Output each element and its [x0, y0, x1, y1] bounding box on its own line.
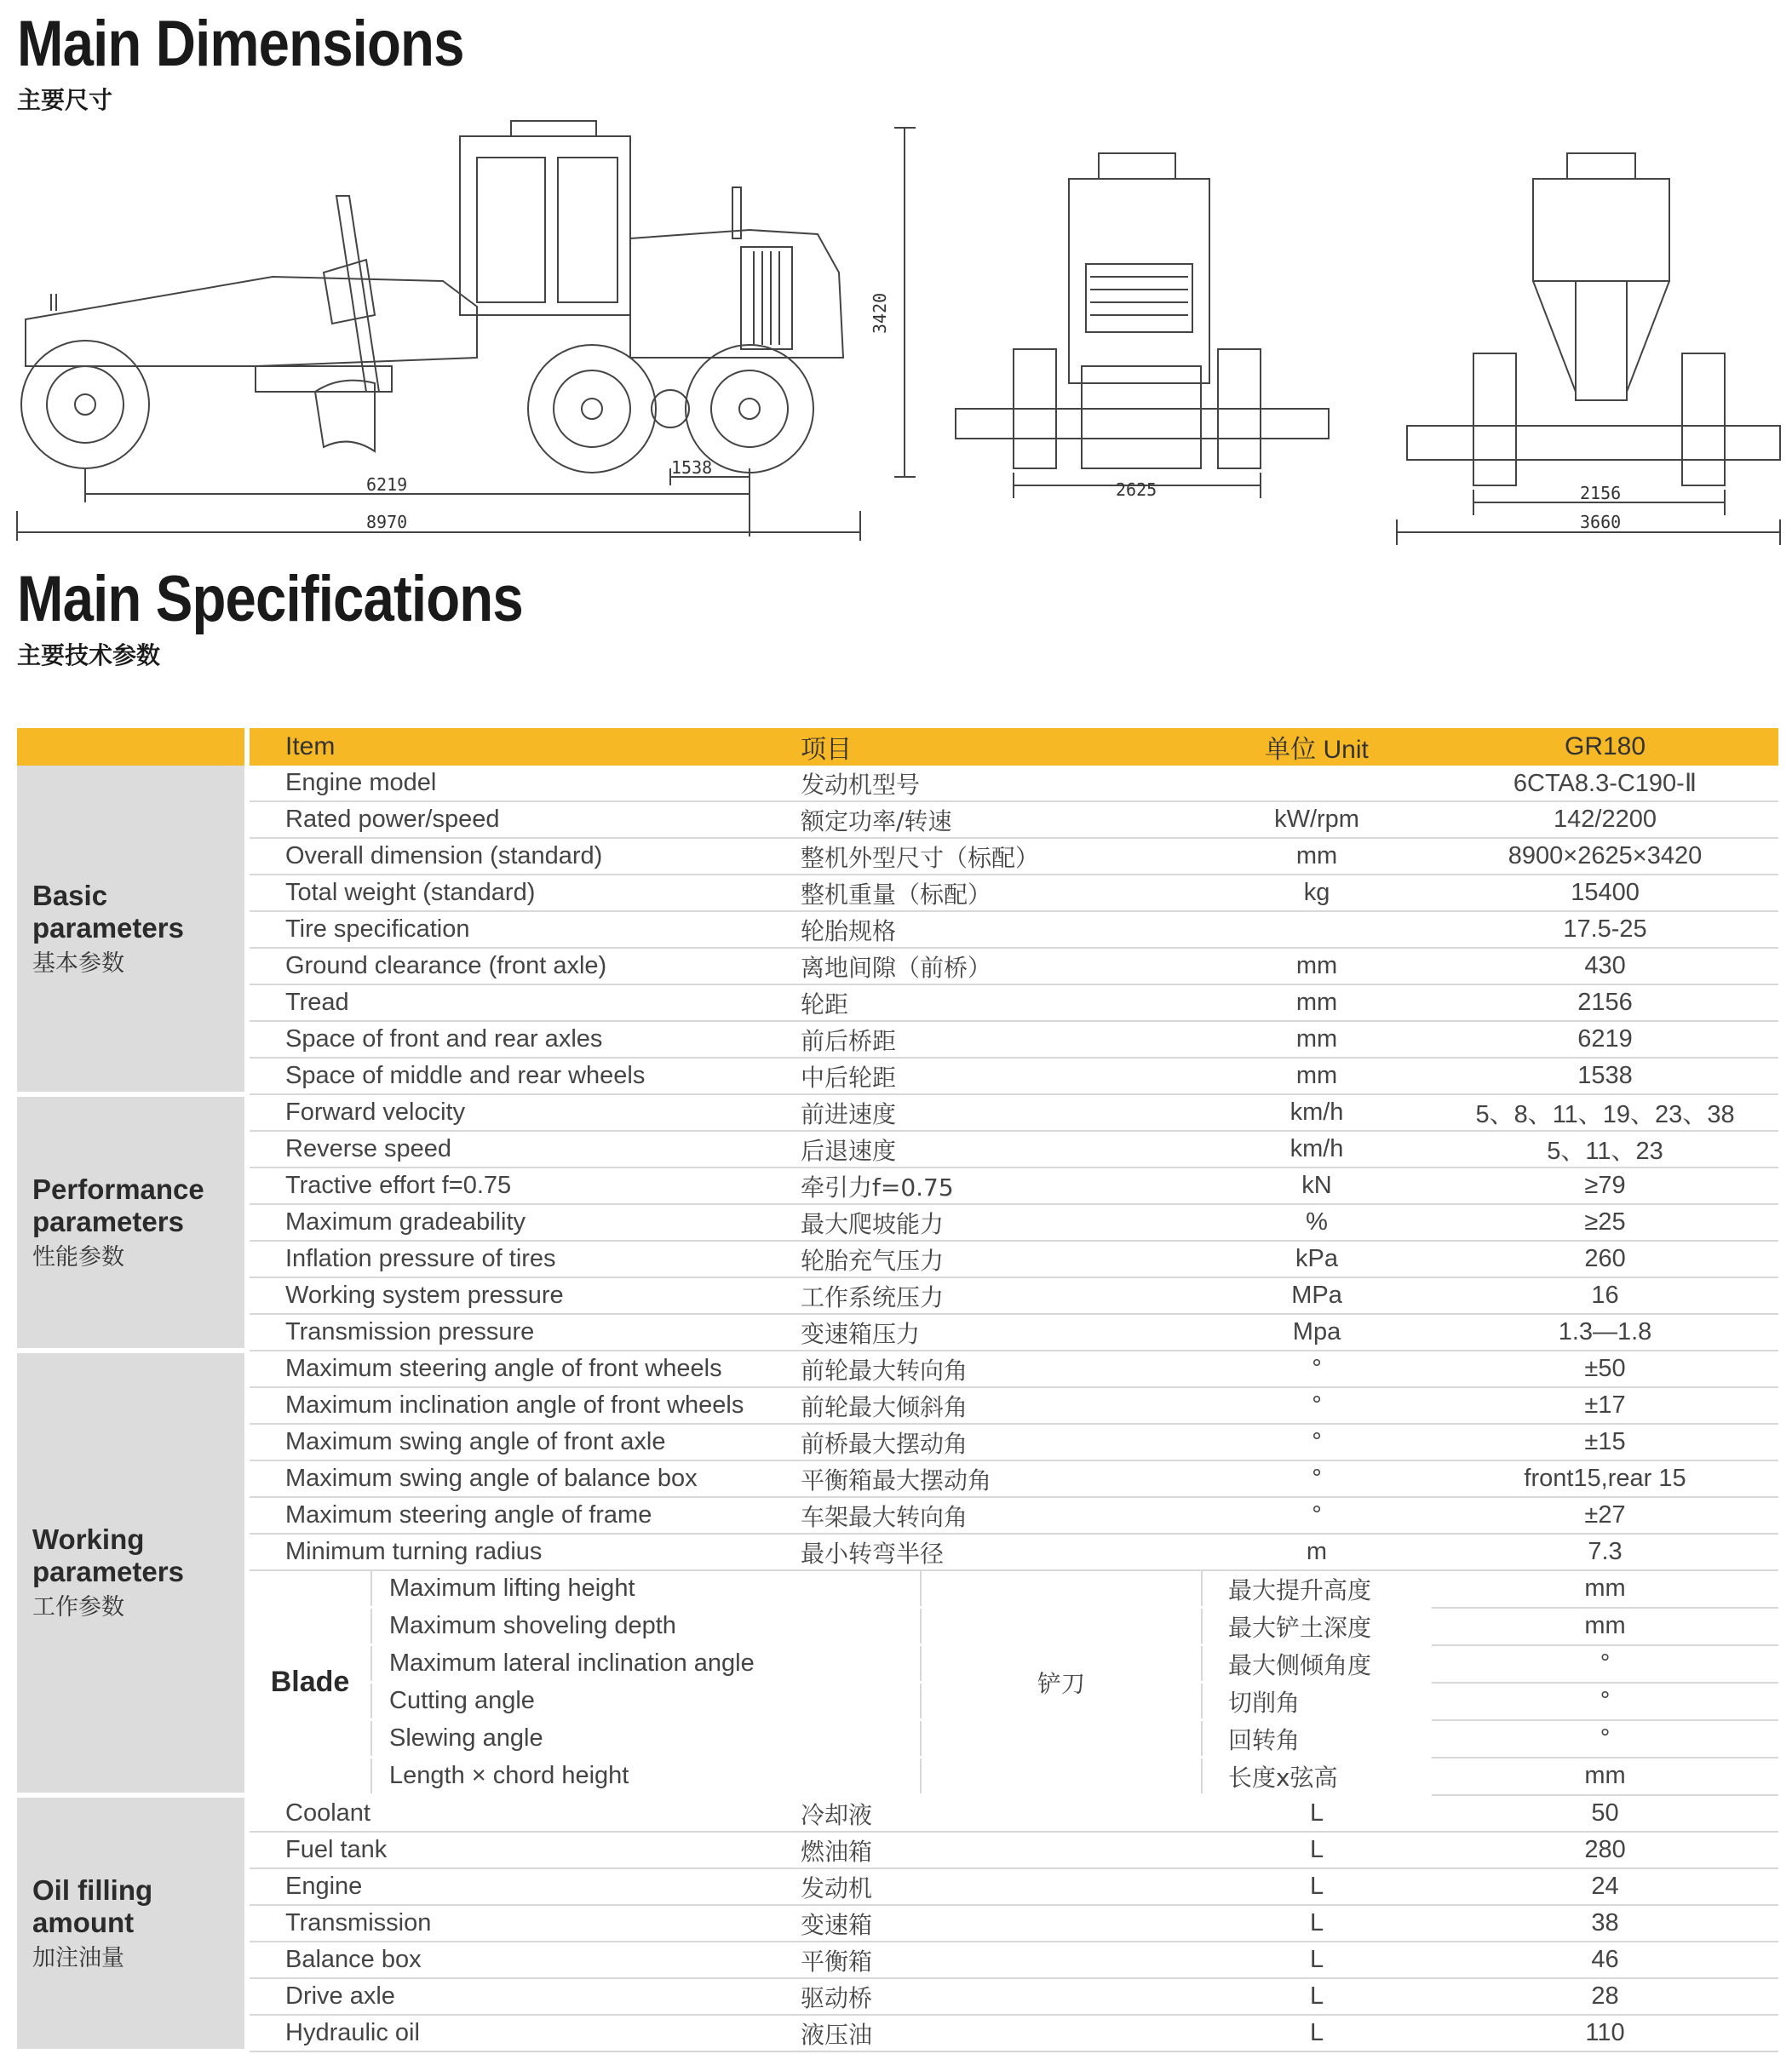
spec-item-cn: 整机重量（标配）	[797, 875, 1202, 911]
spec-value: 28	[1432, 1978, 1778, 2015]
spec-value: ≥25	[1432, 1204, 1778, 1241]
spec-item-cn: 最小转弯半径	[797, 1534, 1202, 1570]
group-oil-label-cn: 加注油量	[32, 1944, 124, 1971]
table-row	[17, 1868, 1778, 1905]
table-header-row	[17, 728, 1778, 766]
side-view-drawing	[17, 121, 916, 541]
table-row	[17, 801, 1778, 838]
blade-item: Maximum lifting height	[371, 1570, 921, 1608]
spec-item: Overall dimension (standard)	[247, 838, 797, 875]
spec-item-cn: 发动机	[797, 1868, 1202, 1905]
header-model: GR180	[1432, 728, 1778, 766]
spec-item-cn: 后退速度	[797, 1131, 1202, 1168]
group-basic-label: Basic parameters	[32, 880, 184, 944]
spec-item: Maximum steering angle of frame	[247, 1497, 797, 1534]
blade-unit: mm	[1432, 1570, 1778, 1608]
table-row	[17, 1795, 1778, 1833]
table-row	[17, 1424, 1778, 1460]
header-group-cell	[17, 728, 247, 766]
spec-item: Maximum swing angle of balance box	[247, 1460, 797, 1497]
spec-unit: L	[1202, 1978, 1432, 2015]
spec-item-cn: 最大爬坡能力	[797, 1204, 1202, 1241]
spec-item: Space of middle and rear wheels	[247, 1058, 797, 1094]
spec-unit: L	[1202, 2015, 1432, 2051]
spec-item-cn: 整机外型尺寸（标配）	[797, 838, 1202, 875]
spec-item: Engine	[247, 1868, 797, 1905]
spec-item-cn: 前进速度	[797, 1094, 1202, 1131]
spec-unit: mm	[1202, 1058, 1432, 1094]
spec-item-cn: 前轮最大倾斜角	[797, 1387, 1202, 1424]
group-basic-label-cn: 基本参数	[32, 950, 124, 977]
spec-unit: °	[1202, 1497, 1432, 1534]
table-row	[17, 1168, 1778, 1204]
table-row	[17, 1058, 1778, 1094]
table-row	[17, 1460, 1778, 1497]
table-row	[17, 1094, 1778, 1131]
group-working-label-cn: 工作参数	[32, 1594, 124, 1621]
blade-unit: °	[1432, 1683, 1778, 1720]
spec-item: Maximum gradeability	[247, 1204, 797, 1241]
overall-length-dimension: 8970	[366, 512, 408, 532]
spec-item-cn: 额定功率/转速	[797, 801, 1202, 838]
spec-unit: L	[1202, 1942, 1432, 1978]
spec-item-cn: 轮距	[797, 984, 1202, 1021]
spec-value: 1538	[1432, 1058, 1778, 1094]
spec-unit: L	[1202, 1795, 1432, 1833]
spec-value: 6219	[1432, 1021, 1778, 1058]
group-performance-label: Performance parameters	[32, 1173, 204, 1237]
spec-item-cn: 平衡箱	[797, 1942, 1202, 1978]
spec-value: 280	[1432, 1832, 1778, 1868]
table-row	[17, 1387, 1778, 1424]
main-dimensions-title: Main Dimensions	[17, 8, 464, 80]
spec-item-cn: 车架最大转向角	[797, 1497, 1202, 1534]
spec-table-wrapper	[17, 728, 1778, 2054]
blade-item-cn: 回转角	[1202, 1720, 1432, 1758]
spec-item-cn: 牵引力f=0.75	[797, 1168, 1202, 1204]
spec-table	[17, 728, 1778, 2054]
spec-unit: L	[1202, 1868, 1432, 1905]
spec-value: 16	[1432, 1277, 1778, 1314]
table-row	[17, 1241, 1778, 1277]
blade-label-cn: 铲刀	[921, 1570, 1202, 1795]
spec-item: Maximum swing angle of front axle	[247, 1424, 797, 1460]
spec-value: 430	[1432, 948, 1778, 984]
table-row	[17, 984, 1778, 1021]
spec-item-cn: 前后桥距	[797, 1021, 1202, 1058]
group-oil	[17, 1795, 247, 2052]
spec-unit: mm	[1202, 984, 1432, 1021]
spec-item: Transmission pressure	[247, 1314, 797, 1351]
blade-item-cn: 最大提升高度	[1202, 1570, 1432, 1608]
spec-unit: km/h	[1202, 1094, 1432, 1131]
spec-item-cn: 液压油	[797, 2015, 1202, 2051]
blade-item-cn: 切削角	[1202, 1683, 1432, 1720]
spec-unit: km/h	[1202, 1131, 1432, 1168]
spec-unit: mm	[1202, 1021, 1432, 1058]
table-row	[17, 1942, 1778, 1978]
spec-unit: °	[1202, 1460, 1432, 1497]
spec-value: 6CTA8.3-C190-Ⅱ	[1432, 766, 1778, 801]
spec-item-cn: 燃油箱	[797, 1832, 1202, 1868]
blade-item: Cutting angle	[371, 1683, 921, 1720]
spec-item: Inflation pressure of tires	[247, 1241, 797, 1277]
spec-item: Space of front and rear axles	[247, 1021, 797, 1058]
spec-unit	[1202, 766, 1432, 801]
spec-item-cn: 轮胎规格	[797, 911, 1202, 948]
spec-item-cn: 中后轮距	[797, 1058, 1202, 1094]
blade-unit: °	[1432, 1645, 1778, 1683]
header-unit: 单位 Unit	[1202, 728, 1432, 766]
group-performance	[17, 1094, 247, 1351]
spec-item: Total weight (standard)	[247, 875, 797, 911]
table-row	[17, 2015, 1778, 2051]
table-row	[17, 1497, 1778, 1534]
front-width-dimension: 2625	[1116, 479, 1157, 500]
height-dimension: 3420	[870, 292, 890, 334]
table-row	[17, 1131, 1778, 1168]
spec-value: 15400	[1432, 875, 1778, 911]
blade-item-cn: 最大侧倾角度	[1202, 1645, 1432, 1683]
table-row	[17, 766, 1778, 801]
group-basic	[17, 766, 247, 1094]
blade-unit: mm	[1432, 1758, 1778, 1795]
blade-item: Maximum shoveling depth	[371, 1608, 921, 1645]
spec-value: 2156	[1432, 984, 1778, 1021]
spec-item-cn: 驱动桥	[797, 1978, 1202, 2015]
spec-value: 50	[1432, 1795, 1778, 1833]
spec-item-cn: 工作系统压力	[797, 1277, 1202, 1314]
spec-value: 24	[1432, 1868, 1778, 1905]
spec-item: Engine model	[247, 766, 797, 801]
table-row	[17, 1534, 1778, 1570]
spec-item: Tread	[247, 984, 797, 1021]
blade-width-dimension: 3660	[1580, 512, 1622, 532]
spec-value: 142/2200	[1432, 801, 1778, 838]
spec-value: ≥79	[1432, 1168, 1778, 1204]
front-view-drawing	[956, 153, 1329, 498]
spec-item: Tire specification	[247, 911, 797, 948]
spec-unit: MPa	[1202, 1277, 1432, 1314]
spec-item-cn: 离地间隙（前桥）	[797, 948, 1202, 984]
spec-unit: Mpa	[1202, 1314, 1432, 1351]
spec-item: Coolant	[247, 1795, 797, 1833]
spec-item-cn: 平衡箱最大摆动角	[797, 1460, 1202, 1497]
wheelbase-dimension: 6219	[366, 474, 408, 495]
spec-item-cn: 轮胎充气压力	[797, 1241, 1202, 1277]
table-row	[17, 1905, 1778, 1942]
header-item: Item	[247, 728, 797, 766]
table-row	[17, 1832, 1778, 1868]
spec-item: Balance box	[247, 1942, 797, 1978]
spec-item: Minimum turning radius	[247, 1534, 797, 1570]
blade-item-cn: 长度x弦高	[1202, 1758, 1432, 1795]
main-dimensions-subtitle: 主要尺寸	[17, 86, 113, 114]
spec-unit: mm	[1202, 948, 1432, 984]
spec-value: 46	[1432, 1942, 1778, 1978]
spec-value: ±15	[1432, 1424, 1778, 1460]
spec-unit: L	[1202, 1905, 1432, 1942]
table-row	[17, 1021, 1778, 1058]
group-performance-label-cn: 性能参数	[32, 1244, 124, 1271]
spec-unit: m	[1202, 1534, 1432, 1570]
spec-unit: kg	[1202, 875, 1432, 911]
blade-unit: °	[1432, 1720, 1778, 1758]
tandem-dimension: 1538	[671, 457, 713, 478]
table-row	[17, 948, 1778, 984]
blade-item-cn: 最大铲土深度	[1202, 1608, 1432, 1645]
blade-label: Blade	[247, 1570, 371, 1795]
spec-unit: kN	[1202, 1168, 1432, 1204]
table-row	[17, 1570, 1778, 1608]
spec-value: 260	[1432, 1241, 1778, 1277]
spec-unit: mm	[1202, 838, 1432, 875]
spec-item: Transmission	[247, 1905, 797, 1942]
spec-item: Drive axle	[247, 1978, 797, 2015]
spec-value: 17.5-25	[1432, 911, 1778, 948]
spec-item: Tractive effort f=0.75	[247, 1168, 797, 1204]
spec-unit: kW/rpm	[1202, 801, 1432, 838]
spec-item-cn: 变速箱	[797, 1905, 1202, 1942]
spec-unit: L	[1202, 1832, 1432, 1868]
group-oil-label: Oil filling amount	[32, 1873, 153, 1938]
main-specifications-subtitle: 主要技术参数	[17, 641, 161, 669]
spec-unit: kPa	[1202, 1241, 1432, 1277]
spec-unit: °	[1202, 1387, 1432, 1424]
spec-value: 38	[1432, 1905, 1778, 1942]
spec-value: ±50	[1432, 1351, 1778, 1387]
blade-item: Slewing angle	[371, 1720, 921, 1758]
table-row	[17, 1204, 1778, 1241]
spec-value: ±27	[1432, 1497, 1778, 1534]
dimension-drawings	[0, 111, 1792, 554]
spec-item-cn: 冷却液	[797, 1795, 1202, 1833]
spec-item: Maximum steering angle of front wheels	[247, 1351, 797, 1387]
spec-value: ±17	[1432, 1387, 1778, 1424]
spec-value: 110	[1432, 2015, 1778, 2051]
spec-item-cn: 发动机型号	[797, 766, 1202, 801]
blade-unit: mm	[1432, 1608, 1778, 1645]
main-specifications-title: Main Specifications	[17, 563, 523, 635]
spec-value: 7.3	[1432, 1534, 1778, 1570]
spec-unit	[1202, 911, 1432, 948]
table-row	[17, 1978, 1778, 2015]
spec-item: Forward velocity	[247, 1094, 797, 1131]
spec-item-cn: 前桥最大摆动角	[797, 1424, 1202, 1460]
spec-unit: °	[1202, 1351, 1432, 1387]
spec-item: Working system pressure	[247, 1277, 797, 1314]
blade-item: Length × chord height	[371, 1758, 921, 1795]
spec-value: front15,rear 15	[1432, 1460, 1778, 1497]
tread-dimension: 2156	[1580, 483, 1622, 503]
spec-value: 1.3—1.8	[1432, 1314, 1778, 1351]
spec-item-cn: 变速箱压力	[797, 1314, 1202, 1351]
spec-item: Fuel tank	[247, 1832, 797, 1868]
spec-unit: %	[1202, 1204, 1432, 1241]
spec-item: Rated power/speed	[247, 801, 797, 838]
group-working-label: Working parameters	[32, 1523, 184, 1588]
spec-item-cn: 前轮最大转向角	[797, 1351, 1202, 1387]
spec-item: Hydraulic oil	[247, 2015, 797, 2051]
spec-unit: °	[1202, 1424, 1432, 1460]
group-working	[17, 1351, 247, 1795]
spec-item: Ground clearance (front axle)	[247, 948, 797, 984]
table-row	[17, 875, 1778, 911]
table-row	[17, 911, 1778, 948]
table-row	[17, 1351, 1778, 1387]
header-cn: 项目	[797, 728, 1202, 766]
spec-item: Reverse speed	[247, 1131, 797, 1168]
spec-item: Maximum inclination angle of front wheels	[247, 1387, 797, 1424]
table-row	[17, 838, 1778, 875]
blade-item: Maximum lateral inclination angle	[371, 1645, 921, 1683]
spec-value: 8900×2625×3420	[1432, 838, 1778, 875]
table-row	[17, 1314, 1778, 1351]
spec-value: 5、8、11、19、23、38	[1432, 1094, 1778, 1131]
spec-value: 5、11、23	[1432, 1131, 1778, 1168]
table-row	[17, 1277, 1778, 1314]
